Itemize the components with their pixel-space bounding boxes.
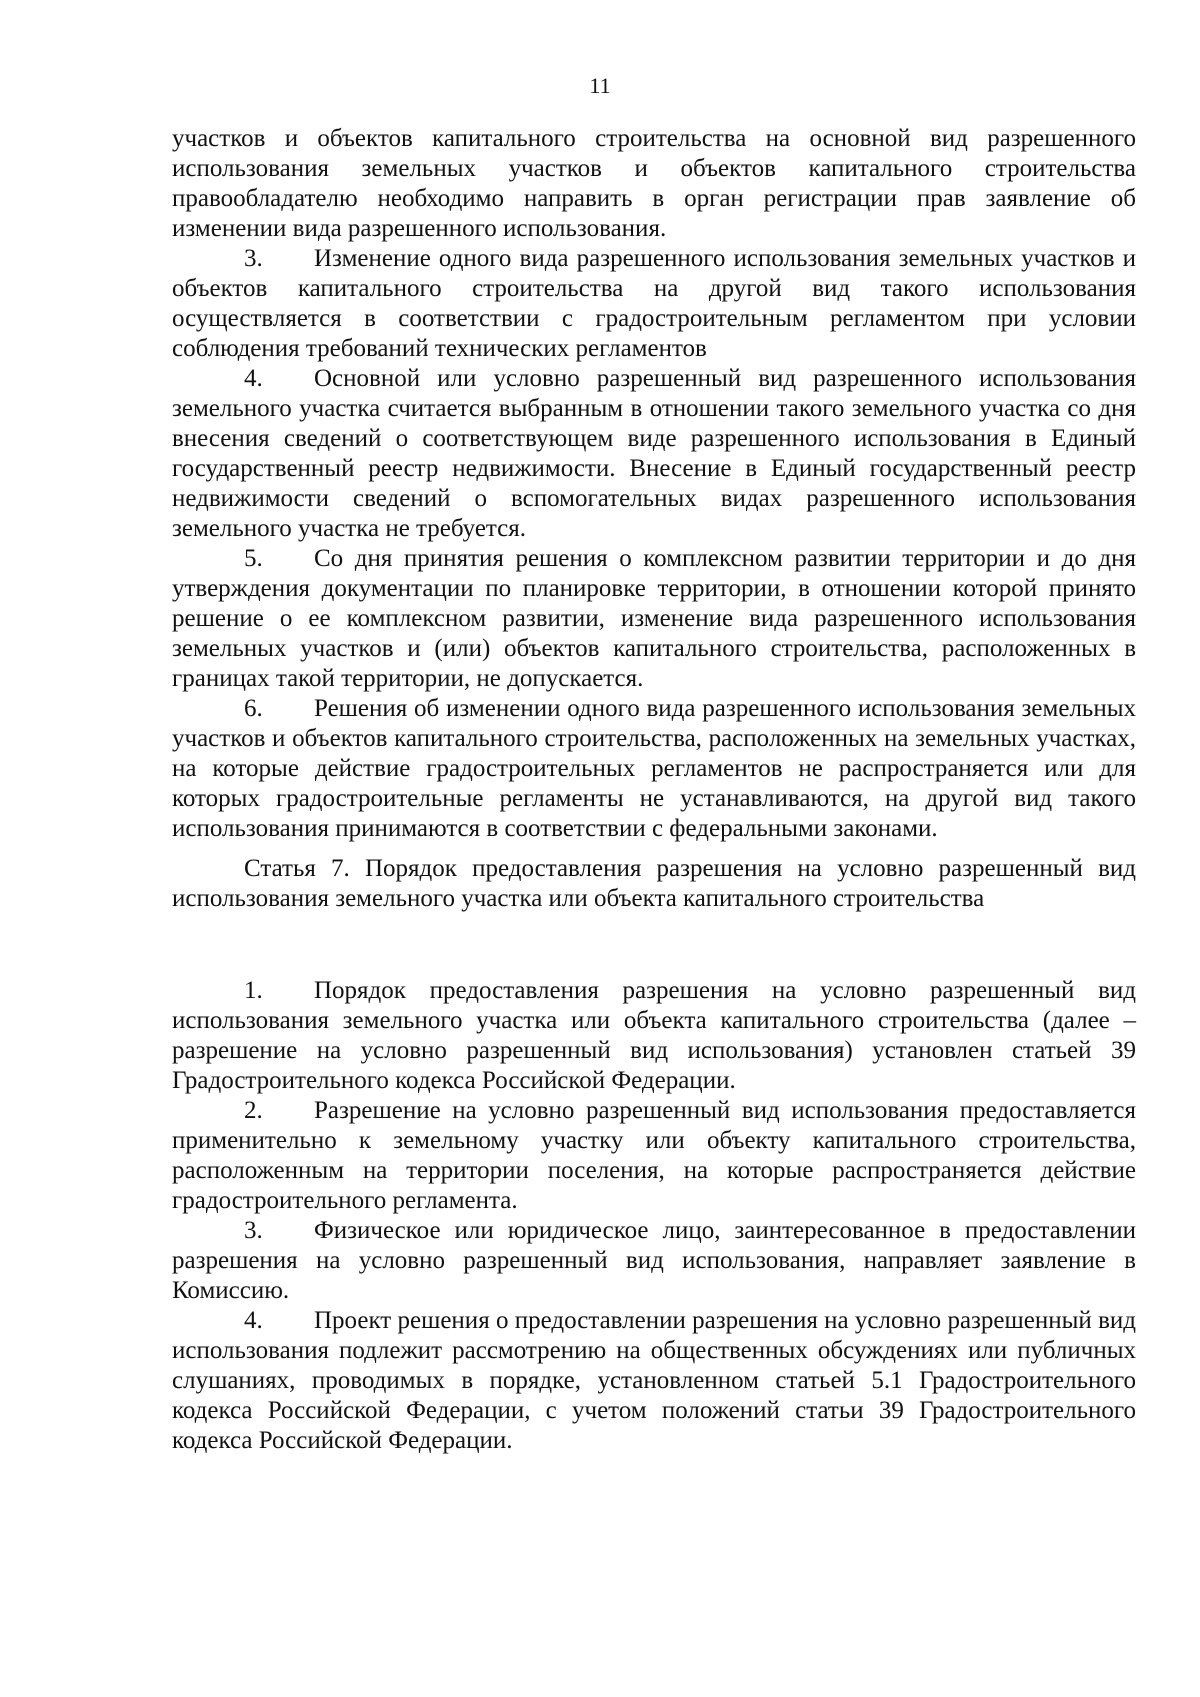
list-item xyxy=(172,976,1136,1096)
item-text: Порядок предоставления разрешения на условно разрешенный вид использования земельного участка или объекта капитального строительства (далее – разрешение на условно разрешенный вид использования) установлен статьей 39 Градостроительного кодекса Российской Федерации. xyxy=(172,977,1136,1094)
item-text: Решения об изменении одного вида разрешенного использования земельных участков и объектов капитального строительства, расположенных на земельных участках, на которые действие градостроительных регламентов не распространяется или для которых градостроительные регламенты не устанавливаются, на другой вид такого использования принимаются в соответствии с федеральными законами. xyxy=(172,695,1136,842)
item-number: 4. xyxy=(244,1307,263,1334)
list-item xyxy=(172,544,1136,694)
list-item xyxy=(172,364,1136,544)
item-number: 2. xyxy=(244,1097,263,1124)
intro-paragraph: участков и объектов капитального строительства на основной вид разрешенного использования земельных участков и объектов капитального строительства правообладателю необходимо направить в орган регистрации прав заявление об изменении вида разрешенного использования. xyxy=(172,125,1136,242)
spacer xyxy=(172,914,1136,976)
item-number: 6. xyxy=(244,695,263,722)
item-number: 1. xyxy=(244,977,263,1004)
page-number: 11 xyxy=(589,73,611,98)
list-item xyxy=(172,1096,1136,1216)
item-text: Основной или условно разрешенный вид разрешенного использования земельного участка считается выбранным в отношении такого земельного участка со дня внесения сведений о соответствующем виде разрешенного использования в Единый государственный реестр недвижимости. Внесение в Единый государственный реестр недвижимости сведений о вспомогательных видах разрешенного использования земельного участка не требуется. xyxy=(172,365,1136,542)
item-text: Разрешение на условно разрешенный вид использования предоставляется применительно к земельному участку или объекту капитального строительства, расположенным на территории поселения, на которые распространяется действие градостроительного регламента. xyxy=(172,1097,1136,1214)
document-body xyxy=(172,124,1136,1456)
item-number: 3. xyxy=(244,1217,263,1244)
item-text: Проект решения о предоставлении разрешения на условно разрешенный вид использования подлежит рассмотрению на общественных обсуждениях или публичных слушаниях, проводимых в порядке, установленном статьей 5.1 Градостроительного кодекса Российской Федерации, с учетом положений статьи 39 Градостроительного кодекса Российской Федерации. xyxy=(172,1307,1136,1454)
item-number: 5. xyxy=(244,545,263,572)
item-number: 4. xyxy=(244,365,263,392)
list-item xyxy=(172,244,1136,364)
item-number: 3. xyxy=(244,245,263,272)
list-item xyxy=(172,1216,1136,1306)
list-item xyxy=(172,1306,1136,1456)
list-item xyxy=(172,694,1136,844)
item-text: Изменение одного вида разрешенного использования земельных участков и объектов капитального строительства на другой вид такого использования осуществляется в соответствии с градостроительным регламентом при условии соблюдения требований технических регламентов xyxy=(172,245,1136,362)
article-heading: Статья 7. Порядок предоставления разрешения на условно разрешенный вид использования земельного участка или объекта капитального строительства xyxy=(172,855,1136,912)
item-text: Со дня принятия решения о комплексном развитии территории и до дня утверждения документации по планировке территории, в отношении которой принято решение о ее комплексном развитии, изменение вида разрешенного использования земельных участков и (или) объектов капитального строительства, расположенных в границах такой территории, не допускается. xyxy=(172,545,1136,692)
item-text: Физическое или юридическое лицо, заинтересованное в предоставлении разрешения на условно разрешенный вид использования, направляет заявление в Комиссию. xyxy=(172,1217,1136,1304)
